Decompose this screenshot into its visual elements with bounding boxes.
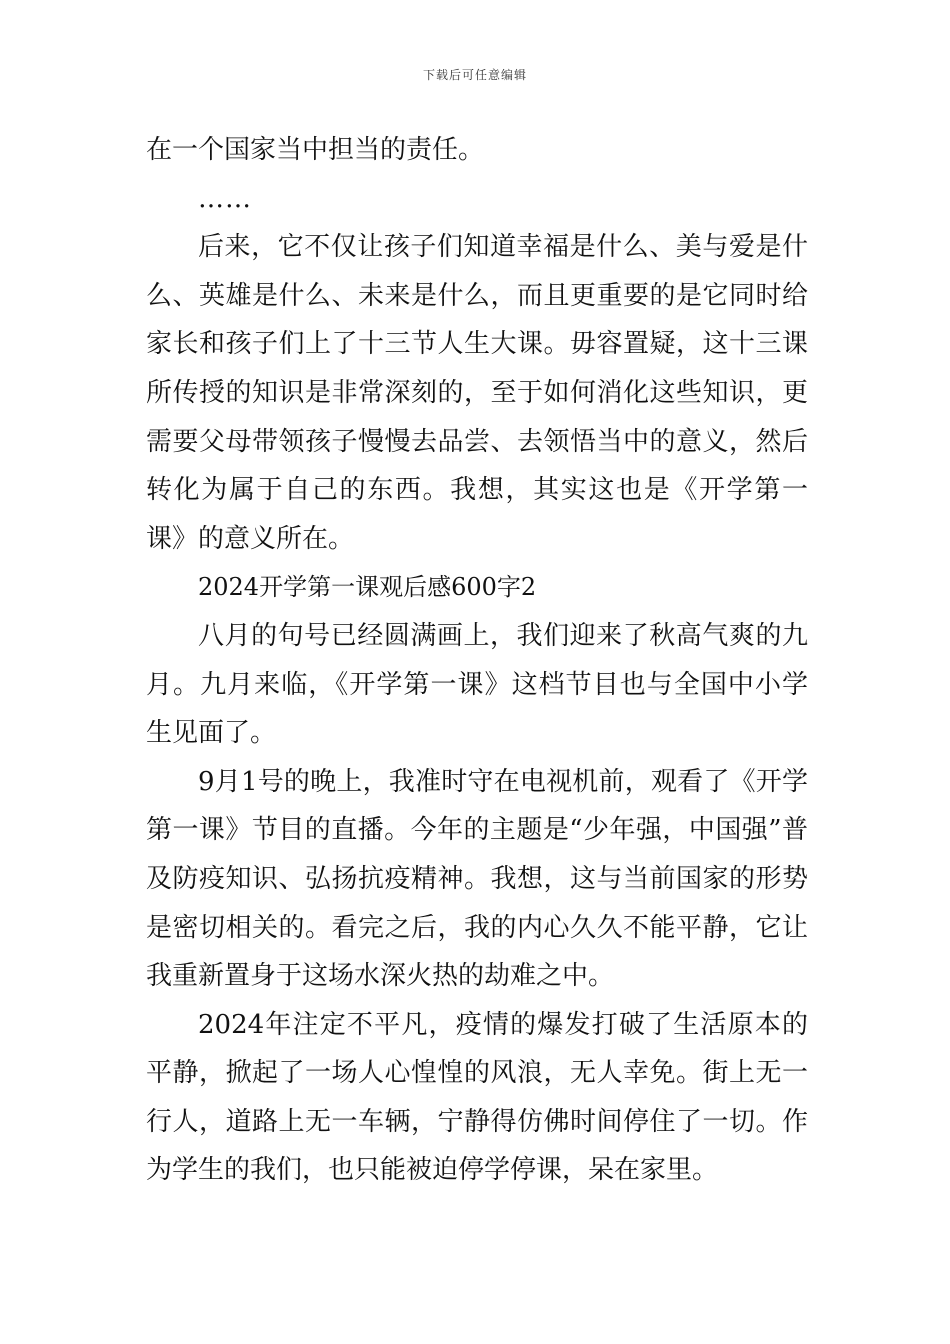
section-heading: 2024开学第一课观后感600字2 (198, 573, 537, 602)
paragraph-continuation: 在一个国家当中担当的责任。 (146, 135, 485, 165)
paragraph: 9月1号的晚上，我准时守在电视机前，观看了《开学第一课》节目的直播。今年的主题是“少年强，中国强”普及防疫知识、弘扬抗疫精神。我想，这与当前国家的形势是密切相关的。看完之后，我的内心久久不能平静，它让我重新置身于这场水深火热的劫难之中。 (146, 766, 808, 992)
paragraph-ellipsis: …… (198, 183, 252, 214)
document-body (146, 126, 808, 1195)
paragraph: 2024年注定不平凡，疫情的爆发打破了生活原本的平静，掀起了一场人心惶惶的风浪，无人幸免。街上无一行人，道路上无一车辆，宁静得仿佛时间停住了一切。作为学生的我们，也只能被迫停学停课，呆在家里。 (146, 1009, 808, 1186)
header-note: 下载后可任意编辑 (422, 68, 527, 82)
paragraph: 八月的句号已经圆满画上，我们迎来了秋高气爽的九月。九月来临，《开学第一课》这档节目也与全国中小学生见面了。 (146, 620, 808, 749)
paragraph: 后来，它不仅让孩子们知道幸福是什么、美与爱是什么、英雄是什么、未来是什么，而且更重要的是它同时给家长和孩子们上了十三节人生大课。毋容置疑，这十三课所传授的知识是非常深刻的，至于如何消化这些知识，更需要父母带领孩子慢慢去品尝、去领悟当中的意义，然后转化为属于自己的东西。我想，其实这也是《开学第一课》的意义所在。 (146, 232, 808, 554)
